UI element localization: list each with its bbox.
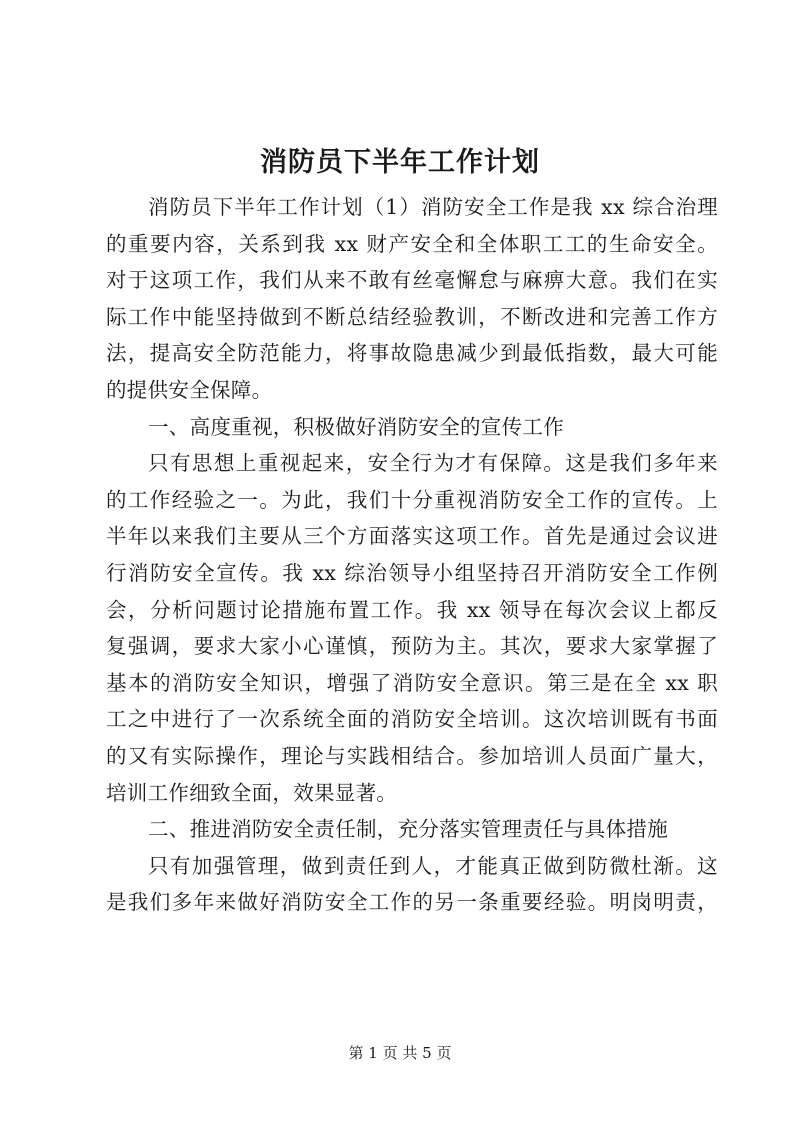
- text-line: 只有思想上重视起来，安全行为才有保障。这是我们多年来: [148, 451, 718, 476]
- text-line: 对于这项工作，我们从来不敢有丝毫懈怠与麻痹大意。我们在实: [106, 268, 718, 293]
- page-footer: 第 1 页 共 5 页: [348, 1044, 452, 1062]
- text-line: 的又有实际操作，理论与实践相结合。参加培训人员面广量大，: [106, 743, 718, 768]
- text-line: 二、推进消防安全责任制，充分落实管理责任与具体措施: [148, 817, 668, 842]
- text-line: 一、高度重视，积极做好消防安全的宣传工作: [148, 414, 564, 439]
- text-line: 只有加强管理，做到责任到人，才能真正做到防微杜渐。这: [148, 853, 718, 878]
- text-line: 基本的消防安全知识，增强了消防安全意识。第三是在全 xx 职: [106, 670, 718, 695]
- text-line: 行消防安全宣传。我 xx 综治领导小组坚持召开消防安全工作例: [106, 560, 718, 585]
- text-line: 消防员下半年工作计划（1）消防安全工作是我 xx 综合治理: [148, 195, 718, 219]
- text-line: 的提供安全保障。: [106, 377, 273, 402]
- text-line: 法，提高安全防范能力，将事故隐患减少到最低指数，最大可能: [106, 341, 718, 366]
- text-line: 会，分析问题讨论措施布置工作。我 xx 领导在每次会议上都反: [106, 597, 718, 622]
- text-line: 是我们多年来做好消防安全工作的另一条重要经验。明岗明责，: [106, 890, 718, 915]
- text-line: 际工作中能坚持做到不断总结经验教训，不断改进和完善工作方: [106, 304, 718, 329]
- text-line: 的重要内容，关系到我 xx 财产安全和全体职工工的生命安全。: [106, 231, 718, 256]
- text-line: 半年以来我们主要从三个方面落实这项工作。首先是通过会议进: [106, 524, 718, 549]
- page-title: 消防员下半年工作计划: [260, 147, 540, 178]
- document-body: [106, 189, 718, 921]
- text-line: 的工作经验之一。为此，我们十分重视消防安全工作的宣传。上: [106, 487, 718, 512]
- text-line: 复强调，要求大家小心谨慎，预防为主。其次，要求大家掌握了: [106, 634, 718, 659]
- text-line: 工之中进行了一次系统全面的消防安全培训。这次培训既有书面: [106, 707, 718, 732]
- text-line: 培训工作细致全面，效果显著。: [106, 780, 398, 805]
